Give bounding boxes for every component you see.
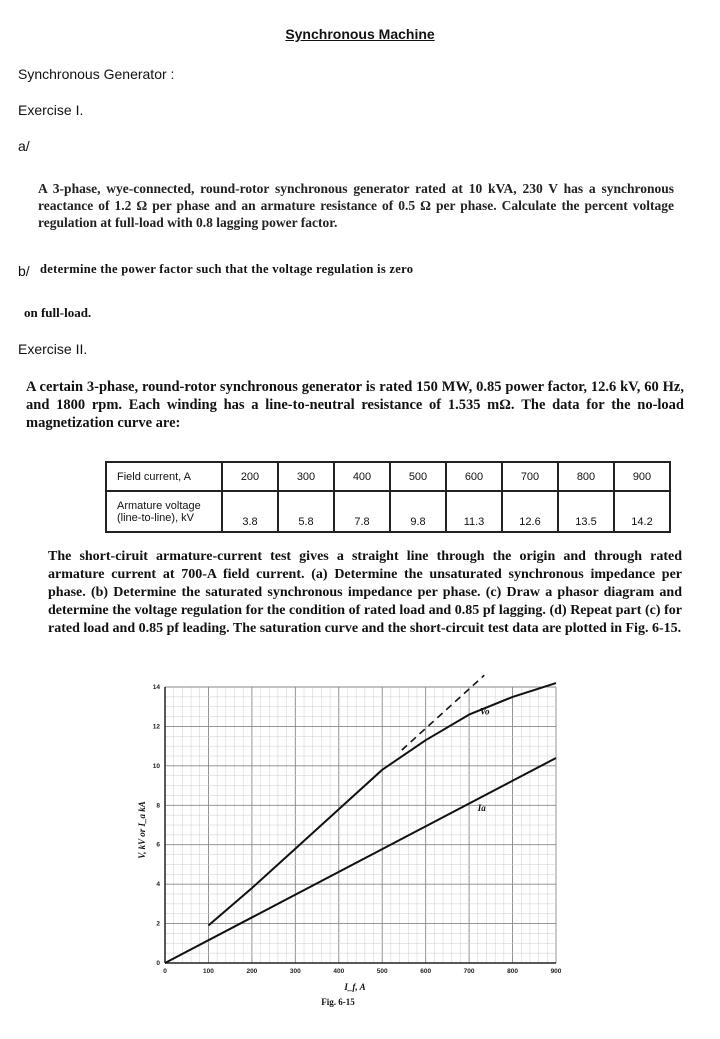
table-cell: 5.8 bbox=[278, 491, 334, 532]
page-title: Synchronous Machine bbox=[285, 26, 435, 42]
y-tick-label: 12 bbox=[152, 723, 160, 731]
table-cell: 13.5 bbox=[558, 491, 614, 532]
chart-grid bbox=[165, 687, 556, 963]
table-cell: 3.8 bbox=[222, 491, 278, 532]
chart-series bbox=[165, 675, 556, 963]
y-tick-label: 0 bbox=[156, 960, 160, 967]
section-heading: Synchronous Generator : bbox=[18, 66, 175, 82]
exercise-1-problem-text: A 3-phase, wye-connected, round-rotor synchronous generator rated at 10 kVA, 230 V has a synchronous reactance of 1.2 Ω per phase and an armature resistance of 0.5 Ω per phase. Calculate the percent voltage regulation at full-load with 0.8 lagging power factor. bbox=[38, 181, 674, 230]
x-tick-label: 200 bbox=[246, 968, 258, 975]
table-cell: 600 bbox=[446, 462, 502, 491]
y-tick-label: 14 bbox=[152, 684, 160, 691]
x-tick-label: 700 bbox=[463, 968, 475, 975]
chart-labels bbox=[137, 684, 562, 1007]
x-tick-label: 400 bbox=[333, 968, 345, 975]
table-cell: 700 bbox=[502, 462, 558, 491]
y-tick-label: 8 bbox=[156, 802, 160, 810]
table-cell: 12.6 bbox=[502, 491, 558, 532]
x-tick-label: 800 bbox=[507, 968, 518, 975]
series-label-vo: Vo bbox=[479, 706, 490, 717]
y-tick-label: 6 bbox=[156, 841, 160, 849]
x-axis-label: I_f, A bbox=[344, 982, 366, 992]
table-cell: 900 bbox=[614, 462, 670, 491]
exercise-2-heading: Exercise II. bbox=[18, 341, 88, 357]
figure-caption: Fig. 6-15 bbox=[321, 997, 355, 1007]
exercise-2-followup-text: The short-ciruit armature-current test gives a straight line through the origin and through rated armature current at 700-A field current. (a) Determine the unsaturated synchronous impedance per phase. (b) Determine the saturated synchronous impedance per phase. (c) Draw a phasor diagram and determine the voltage regulation for the condition of rated load and 0.85 pf lagging. (d) Repeat part (c) for rated load and 0.85 pf leading. The saturation curve and the short-circuit test data are plotted in Fig. 6-15. bbox=[48, 549, 682, 636]
table-cell: 800 bbox=[558, 462, 614, 491]
x-tick-label: 500 bbox=[376, 968, 388, 975]
y-axis-label: V, kV or I_a kA bbox=[137, 801, 147, 859]
part-a-label: a/ bbox=[18, 138, 30, 154]
table-cell: 400 bbox=[334, 462, 390, 491]
y-tick-label: 4 bbox=[156, 881, 160, 889]
table-cell: 7.8 bbox=[334, 491, 390, 532]
table-cell: 200 bbox=[222, 462, 278, 491]
x-tick-label: 0 bbox=[163, 968, 167, 975]
y-tick-label: 2 bbox=[156, 920, 160, 928]
x-tick-label: 900 bbox=[550, 968, 562, 975]
x-tick-label: 300 bbox=[289, 968, 301, 975]
exercise-2-problem-text: A certain 3-phase, round-rotor synchronous generator is rated 150 MW, 0.85 power factor, 12.6 kV, 60 Hz, and 1800 rpm. Each winding has a line-to-neutral resistance of 1.535 mΩ. The data for the no-load magnetization curve are: bbox=[26, 379, 684, 431]
series-label-ia: Ia bbox=[477, 803, 486, 814]
table-cell: 9.8 bbox=[390, 491, 446, 532]
x-tick-label: 600 bbox=[420, 968, 432, 975]
table-row-label-line: Armature voltage bbox=[117, 499, 201, 512]
part-b-text-continued: on full-load. bbox=[24, 305, 92, 320]
part-b-text: determine the power factor such that the voltage regulation is zero bbox=[40, 262, 414, 276]
part-b-label: b/ bbox=[18, 263, 30, 279]
table-cell: 500 bbox=[390, 462, 446, 491]
table-cell: 14.2 bbox=[614, 491, 670, 532]
table-row-label-line: (line-to-line), kV bbox=[117, 511, 195, 524]
table-row-label: Field current, A bbox=[106, 462, 222, 491]
y-tick-label: 10 bbox=[152, 762, 160, 770]
table-cell: 11.3 bbox=[446, 491, 502, 532]
table-cell: 300 bbox=[278, 462, 334, 491]
x-tick-label: 100 bbox=[203, 968, 214, 975]
exercise-1-heading: Exercise I. bbox=[18, 102, 84, 118]
